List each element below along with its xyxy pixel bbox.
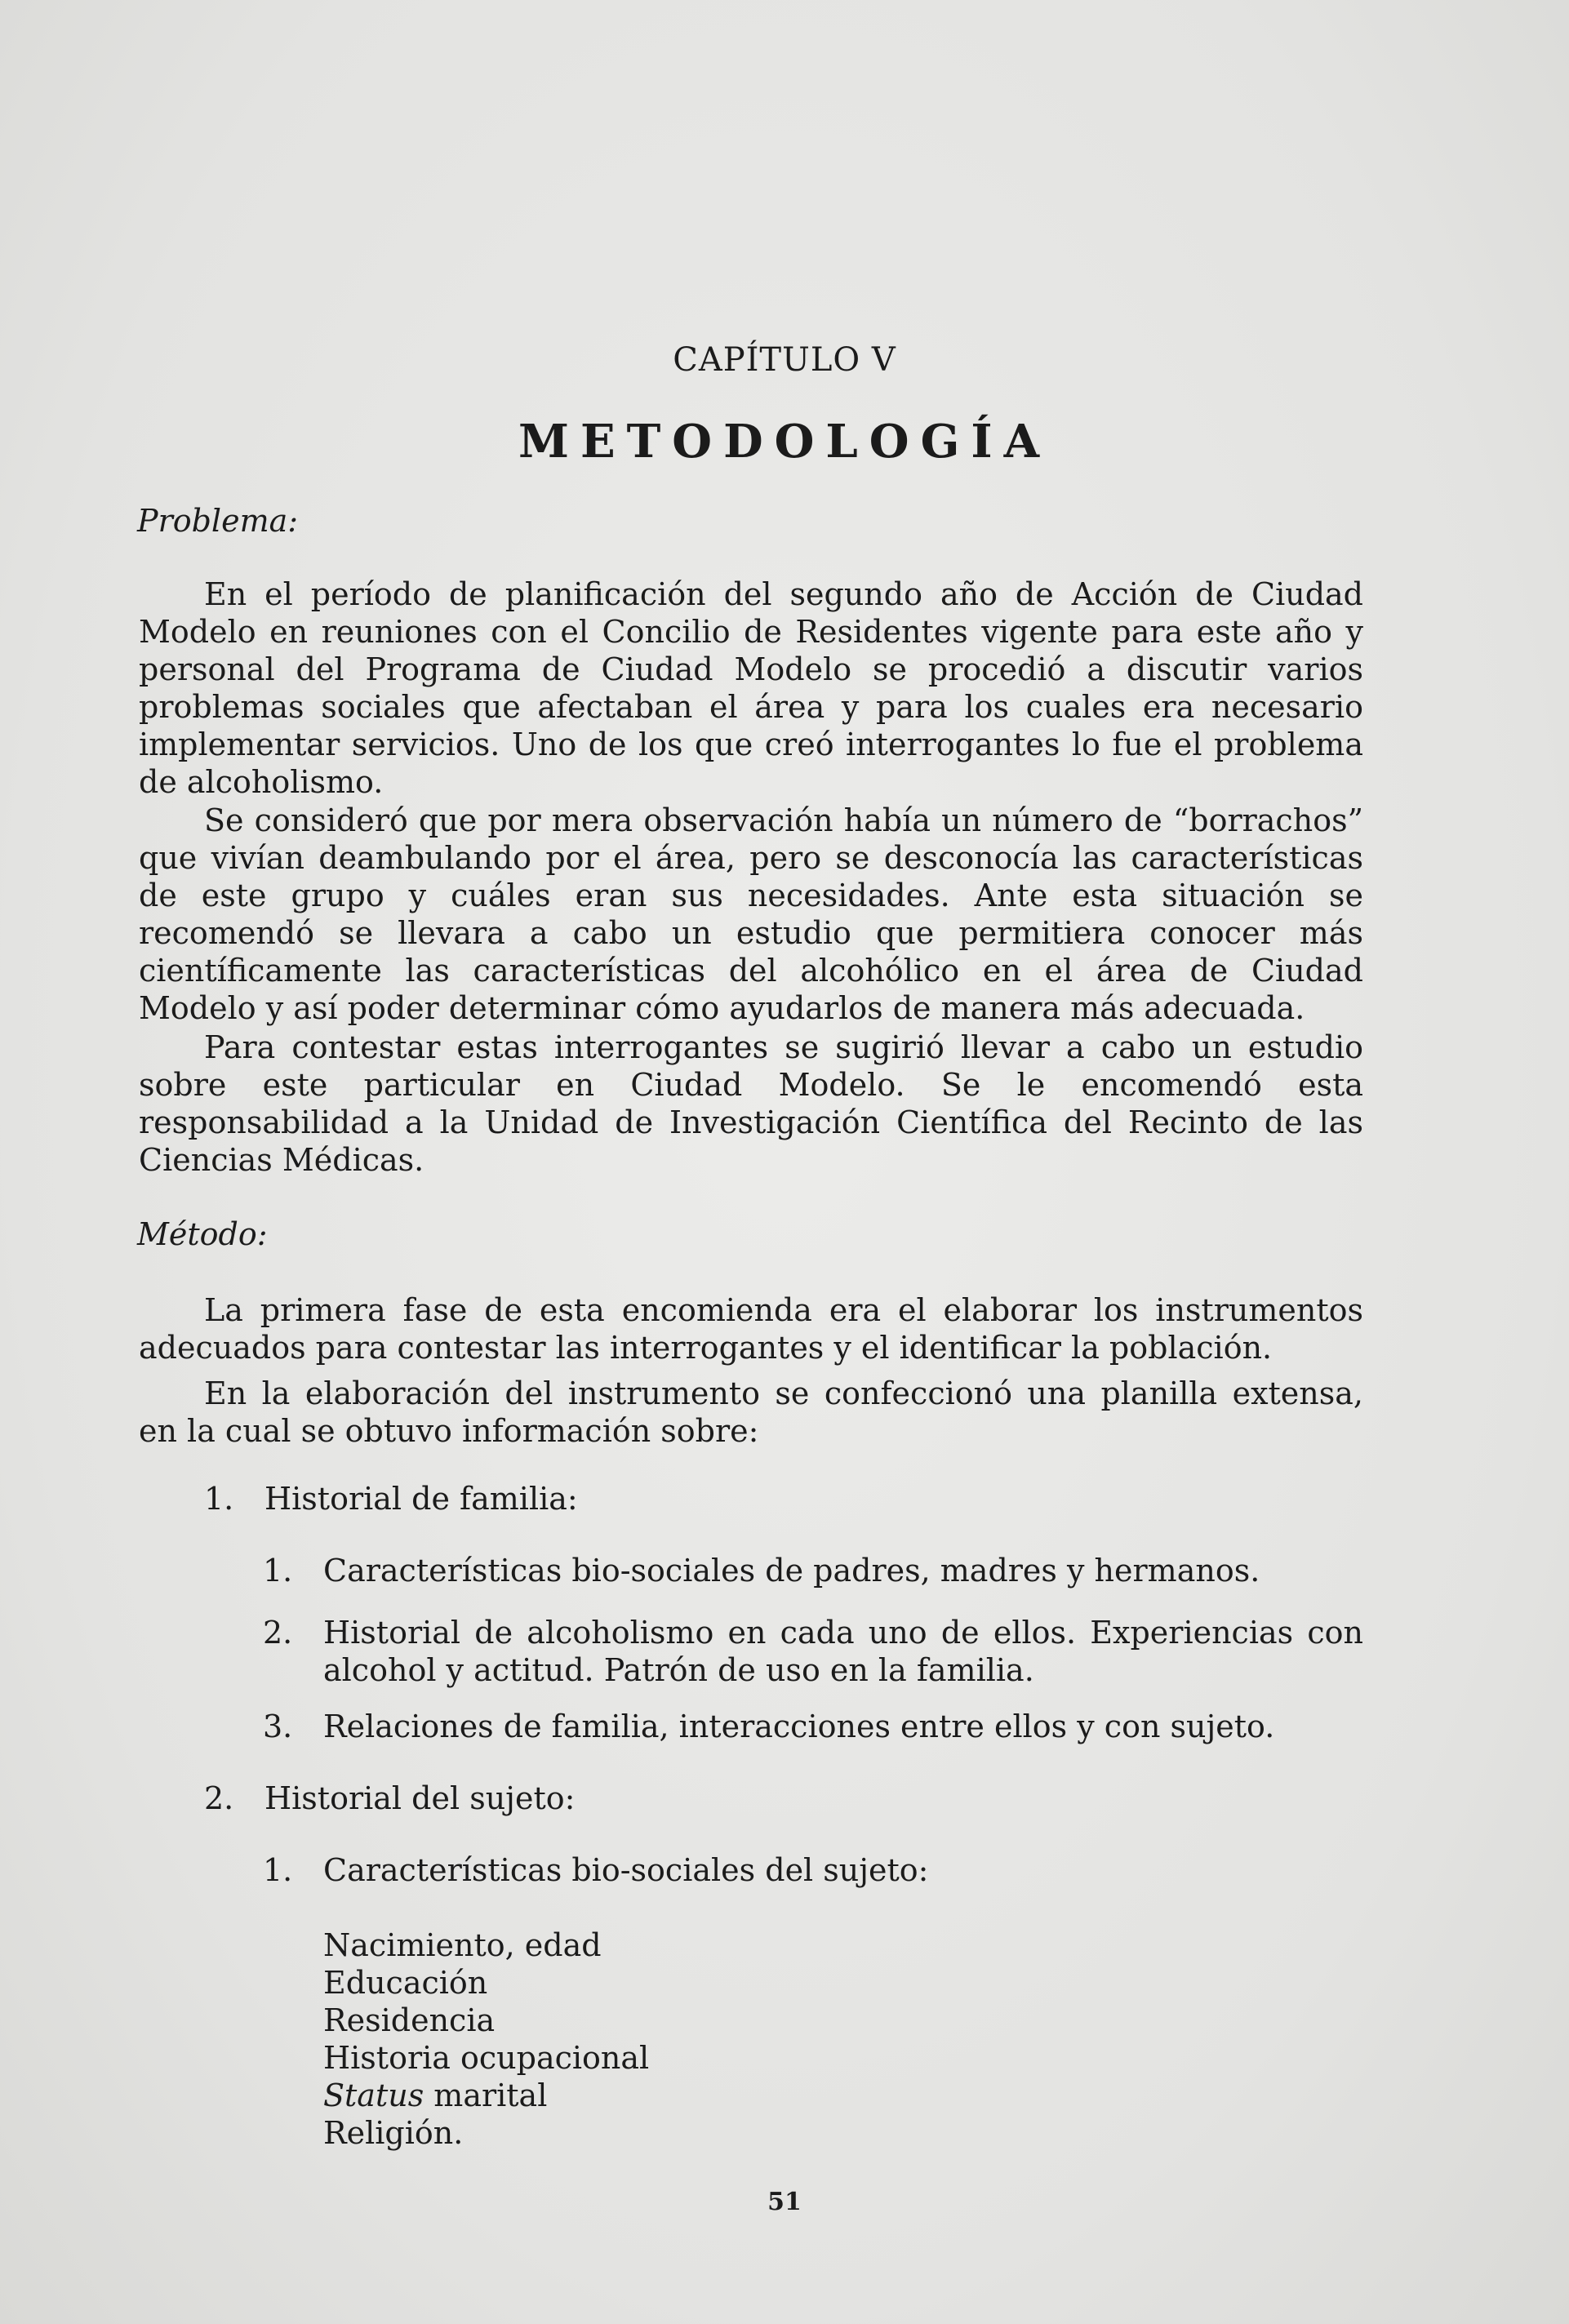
- outline-number: 1.: [263, 1852, 293, 1888]
- paragraph: En la elaboración del instrumento se confeccionó una planilla extensa, en la cual se obtuvo información sobre:: [139, 1375, 1363, 1449]
- outline-subitem: [263, 1708, 1363, 1745]
- paragraph: Se consideró que por mera observación había un número de “borrachos” que vivían deambulando por el área, pero se desconocía las características de este grupo y cuáles eran sus necesidades. Ante esta situación se recomendó se llevara a cabo un estudio que permitiera conocer más científicamente las características del alcohólico en el área de Ciudad Modelo y así poder determinar cómo ayudarlos de manera más adecuada.: [139, 802, 1363, 1026]
- page-number: 51: [767, 2188, 802, 2216]
- section-label-problema: Problema:: [137, 503, 299, 539]
- list-item: Religión.: [323, 2115, 464, 2151]
- outline-subitem: [263, 1552, 1363, 1589]
- outline-text: Historial de alcoholismo en cada uno de ellos. Experiencias con alcohol y actitud. Patrón de uso en la familia.: [323, 1615, 1363, 1688]
- section-label-metodo: Método:: [137, 1216, 268, 1252]
- paragraph: Para contestar estas interrogantes se sugirió llevar a cabo un estudio sobre este particular en Ciudad Modelo. Se le encomendó esta responsabilidad a la Unidad de Investigación Científica del Recinto de las Ciencias Médicas.: [139, 1029, 1363, 1178]
- list-item: [323, 2077, 649, 2114]
- outline-number: 1.: [204, 1481, 234, 1517]
- status-rest: marital: [424, 2077, 548, 2113]
- chapter-heading: CAPÍTULO V: [673, 341, 896, 379]
- outline-number: 2.: [263, 1615, 293, 1651]
- outline-text: Características bio-sociales de padres, madres y hermanos.: [323, 1553, 1260, 1589]
- outline-item: [204, 1780, 575, 1817]
- outline-text: Características bio-sociales del sujeto:: [323, 1852, 929, 1888]
- outline-subitem: [263, 1614, 1363, 1689]
- paragraph: La primera fase de esta encomienda era el elaborar los instrumentos adecuados para contestar las interrogantes y el identificar la población.: [139, 1292, 1363, 1366]
- list-item: Historia ocupacional: [323, 2040, 650, 2076]
- outline-label: Historial de familia:: [264, 1481, 578, 1517]
- chapter-title: METODOLOGÍA: [518, 415, 1051, 469]
- list-item: Residencia: [323, 2002, 496, 2038]
- outline-subitem: [263, 1851, 1363, 1889]
- list-item: Educación: [323, 1965, 488, 2001]
- outline-number: 2.: [204, 1780, 234, 1816]
- outline-item: [204, 1480, 578, 1517]
- status-word: Status: [323, 2077, 424, 2113]
- paragraph: En el período de planificación del segundo año de Acción de Ciudad Modelo en reuniones con el Concilio de Residentes vigente para este año y personal del Programa de Ciudad Modelo se procedió a discutir varios problemas sociales que afectaban el área y para los cuales era necesario implementar servicios. Uno de los que creó interrogantes lo fue el problema de alcoholismo.: [139, 576, 1363, 800]
- outline-text: Relaciones de familia, interacciones entre ellos y con sujeto.: [323, 1709, 1275, 1744]
- subject-characteristics-list: [323, 1926, 649, 2152]
- list-item: Nacimiento, edad: [323, 1927, 602, 1963]
- outline-label: Historial del sujeto:: [264, 1780, 576, 1816]
- outline-number: 3.: [263, 1709, 293, 1744]
- outline-number: 1.: [263, 1553, 293, 1589]
